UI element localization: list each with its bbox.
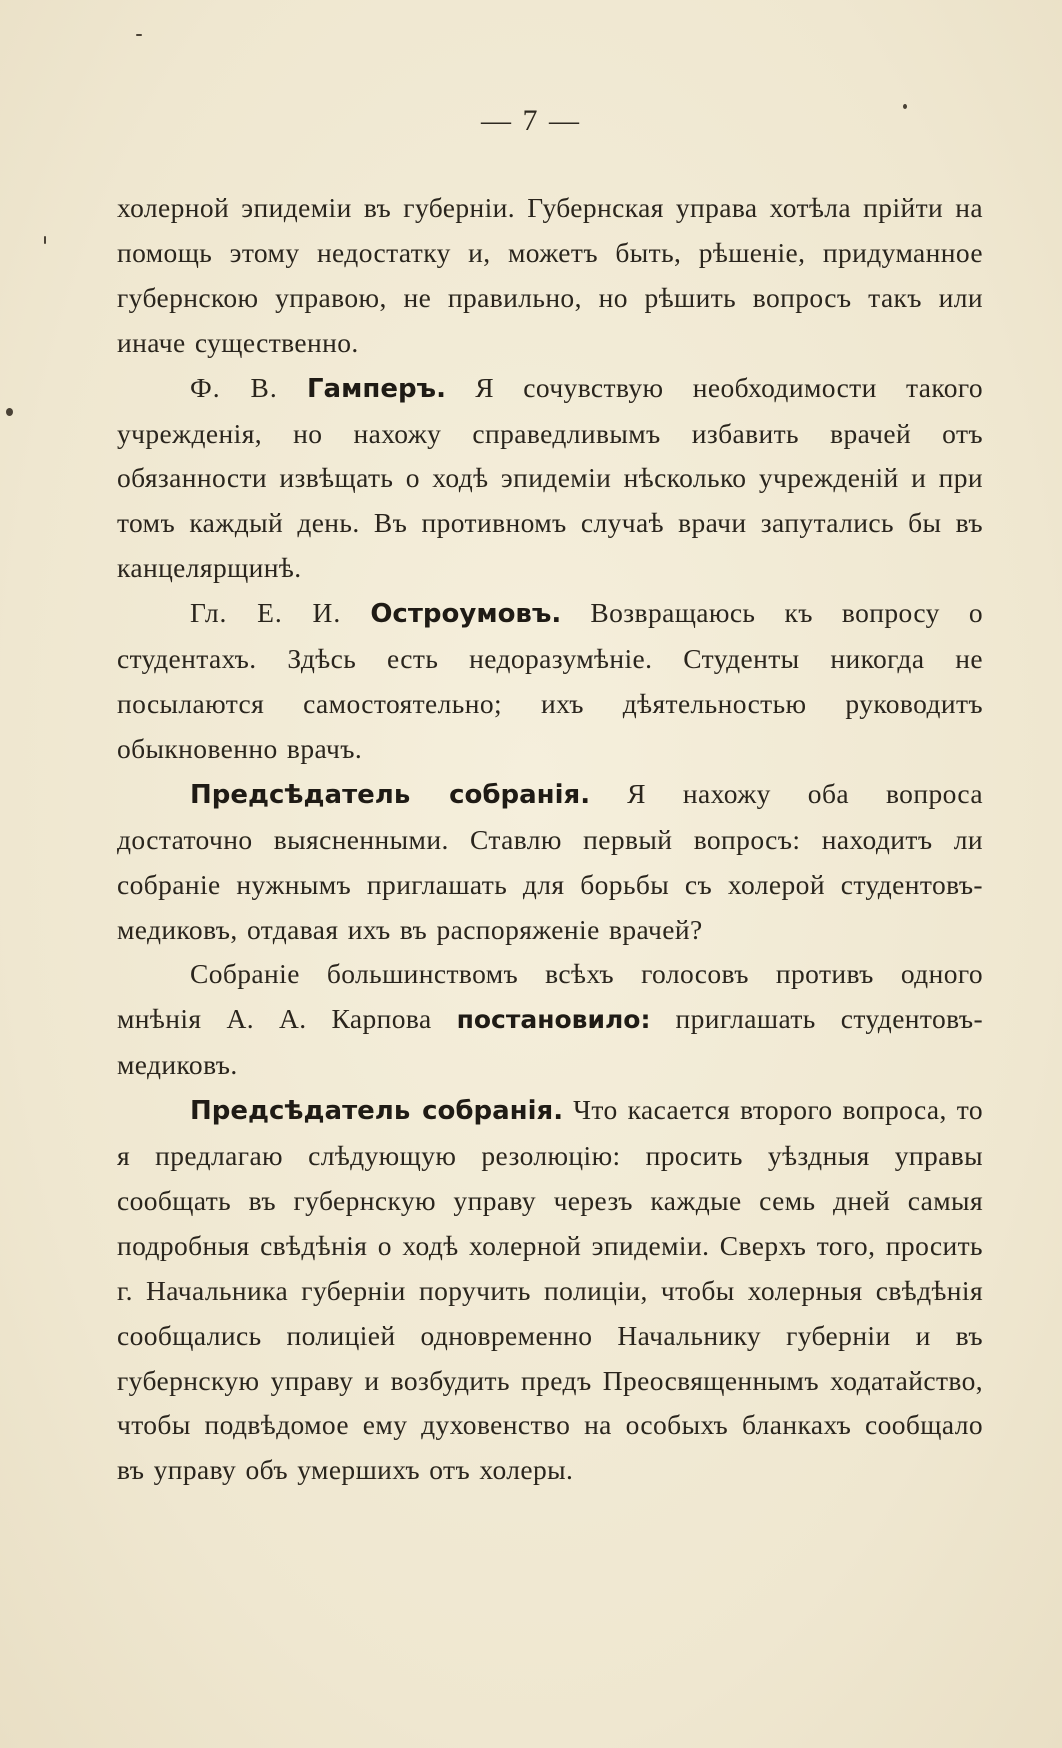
speaker-name: Предсѣдатель собранія.	[190, 779, 591, 810]
paragraph-gamper	[117, 366, 983, 592]
paper-speck	[136, 34, 142, 36]
paragraph-text: Возвращаюсь къ вопросу о студентахъ. Здѣсь есть недоразумѣніе. Студенты никогда не посылаются самостоятельно; ихъ дѣятельностью руководитъ обыкновенно врачъ.	[117, 597, 984, 764]
paragraph-text-after: приглашать студентовъ-медиковъ.	[117, 1003, 984, 1081]
paragraph-text: Что касается второго вопроса, то я предлагаю слѣдующую резолюцію: просить уѣздныя управы сообщать въ губернскую управу черезъ каждые семь дней самыя подробныя свѣдѣнія о ходѣ холерной эпидеміи. Сверхъ того, просить г. Начальника губерніи поручить полиціи, чтобы холерныя свѣдѣнія сообщались полиціей одновременно Начальнику губерніи и въ губернскую управу и возбудить предъ Преосвященнымъ ходатайство, чтобы подвѣдомое ему духовенство на особыхъ бланкахъ сообщало въ управу объ умершихъ отъ холеры.	[117, 1094, 983, 1486]
paper-speck	[44, 236, 46, 244]
paragraph-text: Я нахожу оба вопроса достаточно выясненными. Ставлю первый вопросъ: находитъ ли собраніе нужнымъ приглашать для борьбы съ холерой студентовъ-медиковъ, отдавая ихъ въ распоряженіе врачей?	[117, 777, 983, 945]
speaker-name: Остроумовъ.	[370, 599, 562, 630]
paragraph-text: Я сочувствую необходимости такого учрежденія, но нахожу справедливымъ избавить врачей отъ обязанности извѣщать о ходѣ эпидеміи нѣсколько учрежденій и при томъ каждый день. Въ противномъ случаѣ врачи запутались бы въ канцелярщинѣ.	[117, 371, 984, 584]
speaker-initials: Ф. В.	[190, 371, 278, 403]
body-text	[117, 186, 983, 1493]
paragraph-text-before: Собраніе большинствомъ всѣхъ голосовъ противъ одного мнѣнія А. А. Карпова	[117, 958, 983, 1035]
paper-speck	[903, 104, 907, 109]
page-number: — 7 —	[481, 104, 581, 137]
speaker-name: Предсѣдатель собранія.	[190, 1096, 564, 1127]
paragraph-chairman-2	[117, 1088, 983, 1493]
resolution-keyword: постановило:	[456, 1005, 651, 1035]
paper-speck	[6, 408, 13, 416]
paragraph-chairman-1	[117, 772, 983, 953]
paragraph-ostroumov	[117, 591, 983, 772]
paragraph-text: холерной эпидеміи въ губерніи. Губернская управа хотѣла прійти на помощь этому недостатку и, можетъ быть, рѣшеніе, придуманное губернскою управою, не правильно, но рѣшить вопросъ такъ или иначе существенно.	[117, 192, 983, 358]
speaker-name: Гамперъ.	[306, 373, 446, 404]
paragraph-resolution	[117, 952, 983, 1088]
speaker-initials: Гл. Е. И.	[190, 597, 342, 629]
paragraph-continuation	[117, 186, 983, 366]
